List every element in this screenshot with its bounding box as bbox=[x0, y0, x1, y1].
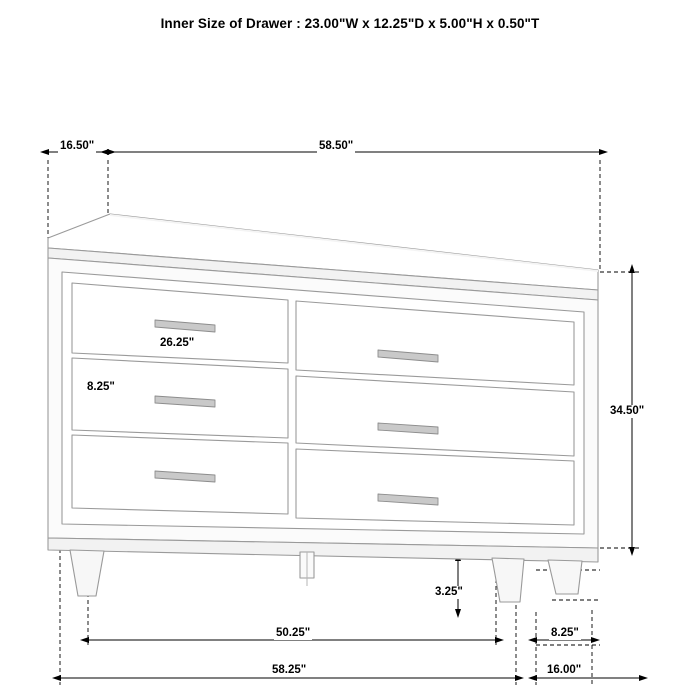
dim-label-base-width-outer: 58.25" bbox=[272, 664, 307, 676]
drawer-front[interactable] bbox=[296, 449, 574, 525]
dim-label-depth-top: 16.50" bbox=[60, 140, 95, 152]
leg-back-right bbox=[548, 560, 582, 594]
dim-label-foot-depth: 8.25" bbox=[551, 627, 579, 639]
page-title: Inner Size of Drawer : 23.00"W x 12.25"D x 5.00"H x 0.50"T bbox=[160, 16, 540, 31]
dim-label-drawer-width: 26.25" bbox=[160, 337, 195, 349]
dim-label-width-top: 58.50" bbox=[319, 140, 354, 152]
dim-label-overall-height: 34.50" bbox=[610, 405, 645, 417]
leg-front-right bbox=[492, 558, 524, 602]
leg-front-left bbox=[70, 550, 104, 596]
dim-label-base-depth: 16.00" bbox=[547, 664, 582, 676]
dim-label-leg-height: 3.25" bbox=[435, 586, 463, 598]
dresser-illustration bbox=[48, 214, 598, 602]
dim-label-base-width-inner: 50.25" bbox=[276, 627, 311, 639]
dim-label-drawer-height: 8.25" bbox=[87, 381, 115, 393]
